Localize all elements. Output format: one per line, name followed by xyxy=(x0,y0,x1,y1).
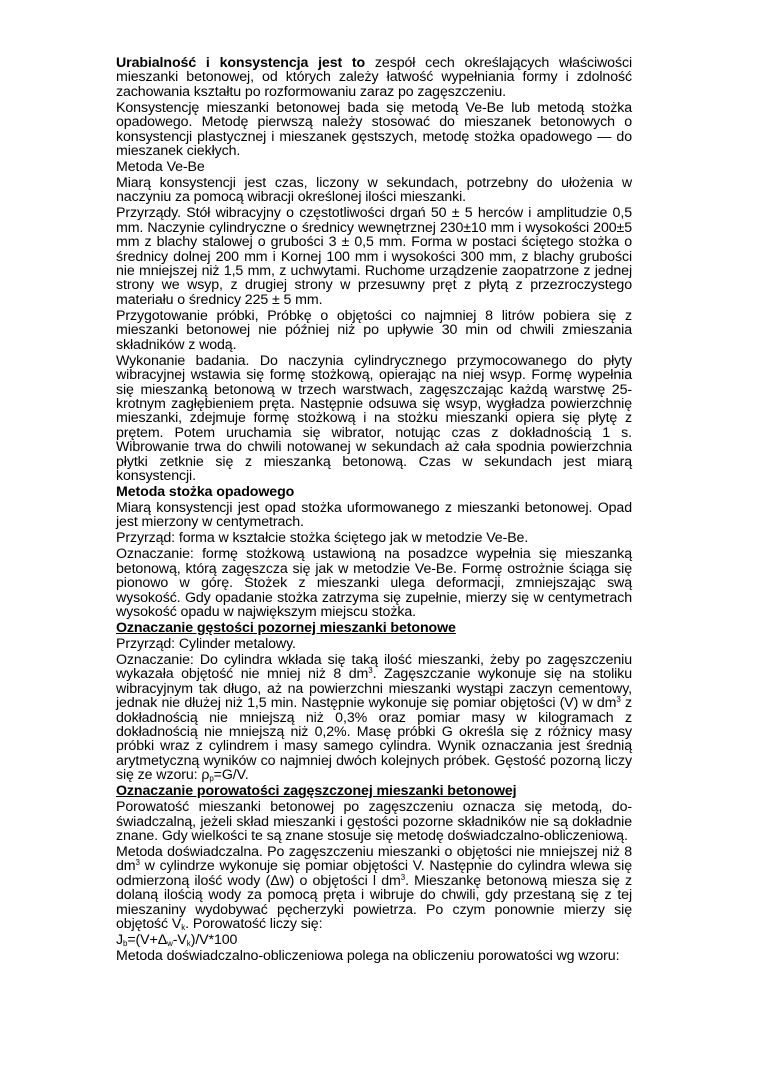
subheading-ve-be: Metoda Ve-Be xyxy=(116,159,205,176)
paragraph-metoda-doswiadczalna: Metoda doświadczalna. Po zagęszczeniu mieszanki o objętości nie mniejszej niż 8 $dm^3$ w cylindrze wykonuje się pomiar objętości V. Następnie do cylindra wlewa się odmierzoną ilość wody (Δw) o objętości l $dm^3$. Mieszankę betonową miesza się z dolaną ilością wody za pomocą pręta i wibruje do chwili, gdy przestaną się z tej mieszaniny wydobywać pęcherzyki powietrza. Po czym ponownie mierzy się objętość $V_k$. Porowatość liczy się: xyxy=(116,844,632,933)
paragraph-porowatosc: Porowatość mieszanki betonowej po zagęszczeniu oznacza się metodą, do-świadczalną, jeżeli skład mieszanki i gęstości pozorne składników nie są dokładnie znane. Gdy wielkości te są znane stosuje się metodę doświadczalno-obliczeniową. xyxy=(116,799,632,845)
paragraph-wykonanie: Wykonanie badania. Do naczynia cylindrycznego przymocowanego do płyty wibracyjnej wstawia się formę stożkową, opierając na niej wsyp. Formę wypełnia się mieszanką betonową w trzech warstwach, zagęszczając każdą warstwę 25-krotnym zagłębieniem pręta. Następnie odsuwa się wsyp, wygładza powierzchnię mieszanki, zdejmuje formę stożkową i na stożku mieszanki opiera się płytę z prętem. Potem uruchamia się wibrator, notując czas z dokładnością 1 s. Wibrowanie trwa do chwili notowanej w sekundach aż cała spodnia powierzchnia płytki zetknie się z mieszanką betonową. Czas w sekundach jest miarą konsystencji. xyxy=(116,352,632,484)
formula-porowatosc: $J_b=(V+\Delta_w-V_k)/V*100$ xyxy=(116,932,238,949)
paragraph-oznaczanie-stozek: Oznaczanie: formę stożkową ustawioną na posadzce wypełnia się mieszanką betonową, którą zagęszcza się jak w metodzie Ve-Be. Formę ostrożnie ściąga się pionowo w górę. Stożek z mieszanki ulega deformacji, zmniejszając swą wysokość. Gdy opadanie stożka zatrzyma się zupełnie, mierzy się w centymetrach wysokość opadu w największym miejscu stożka. xyxy=(116,546,632,620)
paragraph-cylinder: Przyrząd: Cylinder metalowy. xyxy=(116,635,296,652)
paragraph-lead: Urabialność i konsystencja jest to xyxy=(116,55,366,71)
paragraph-konsystencja: Konsystencję mieszanki betonowej bada się metodą Ve-Be lub metodą stożka opadowego. Metodę pierwszą należy stosować do mieszanek betonowych o konsystencji plastycznej i mieszanek gęstszych, metodę stożka opadowego — do mieszanek ciekłych. xyxy=(116,99,632,160)
paragraph-metoda-obliczeniowa: Metoda doświadczalno-obliczeniowa polega na obliczeniu porowatości wg wzoru: xyxy=(116,948,620,965)
heading-porowatosc: Oznaczanie porowatości zagęszczonej mieszanki betonowej xyxy=(116,783,517,800)
heading-stozek: Metoda stożka opadowego xyxy=(116,483,295,500)
paragraph-oznaczanie-gestosc: Oznaczanie: Do cylindra wkłada się taką ilość mieszanki, żeby po zagęszczeniu wykazała objętość nie mniej niż 8 $dm^3$. Zagęszczanie wykonuje się na stoliku wibracyjnym tak długo, aż na powierzchni mieszanki wystąpi zaczyn cementowy, jednak nie dłużej niż 1,5 min. Następnie wykonuje się pomiar objętości (V) w $dm^3$ z dokładnością nie mniejszą niż 0,3% oraz pomiar masy w kilogramach z dokładnością nie mniejszą niż 0,2%. Masę próbki G określa się z różnicy masy próbki wraz z cylindrem i masy samego cylindra. Wynik oznaczania jest średnią arytmetyczną wyników co najmniej dwóch kolejnych próbek. Gęstość pozorną liczy się ze wzoru: $\rho_p=G/V$. xyxy=(116,651,632,784)
paragraph-miara-ve-be: Miarą konsystencji jest czas, liczony w sekundach, potrzebny do ułożenia w naczyniu za pomocą wibracji określonej ilości mieszanki. xyxy=(116,175,632,206)
heading-gestosc: Oznaczanie gęstości pozornej mieszanki betonowe xyxy=(116,619,456,636)
paragraph-przyrzad-forma: Przyrząd: forma w kształcie stożka ściętego jak w metodzie Ve-Be. xyxy=(116,530,529,547)
paragraph-przygotowanie: Przygotowanie próbki, Próbkę o objętości co najmniej 8 litrów pobiera się z mieszanki betonowej nie później niż po upływie 30 min od chwili zmieszania składników z wodą. xyxy=(116,307,632,353)
paragraph-urabialnosc: Urabialność i konsystencja jest to zespół cech określających właściwości mieszanki betonowej, od których zależy łatwość wypełniania formy i zdolność zachowania kształtu po rozformowaniu zaraz po zagęszczeniu. xyxy=(116,55,632,100)
paragraph-miara-opad: Miarą konsystencji jest opad stożka uformowanego z mieszanki betonowej. Opad jest mierzony w centymetrach. xyxy=(116,499,632,531)
paragraph-przyrzady: Przyrządy. Stół wibracyjny o częstotliwości drgań 50 ± 5 herców i amplitudzie 0,5 mm. Naczynie cylindryczne o średnicy wewnętrznej 230±10 mm i wysokości 200±5 mm z blachy stalowej o grubości 3 ± 0,5 mm. Forma w postaci ściętego stożka o średnicy dolnej 200 mm i Kornej 100 mm i wysokości 300 mm, z blachy grubości nie mniejszej niż 1,5 mm, z uchwytami. Ruchome urządzenie zaopatrzone z jednej strony we wsyp, z drugiej strony w przesuwny pręt z płytą z przezroczystego materiału o średnicy 225 ± 5 mm. xyxy=(116,205,632,308)
document-body xyxy=(116,56,632,965)
